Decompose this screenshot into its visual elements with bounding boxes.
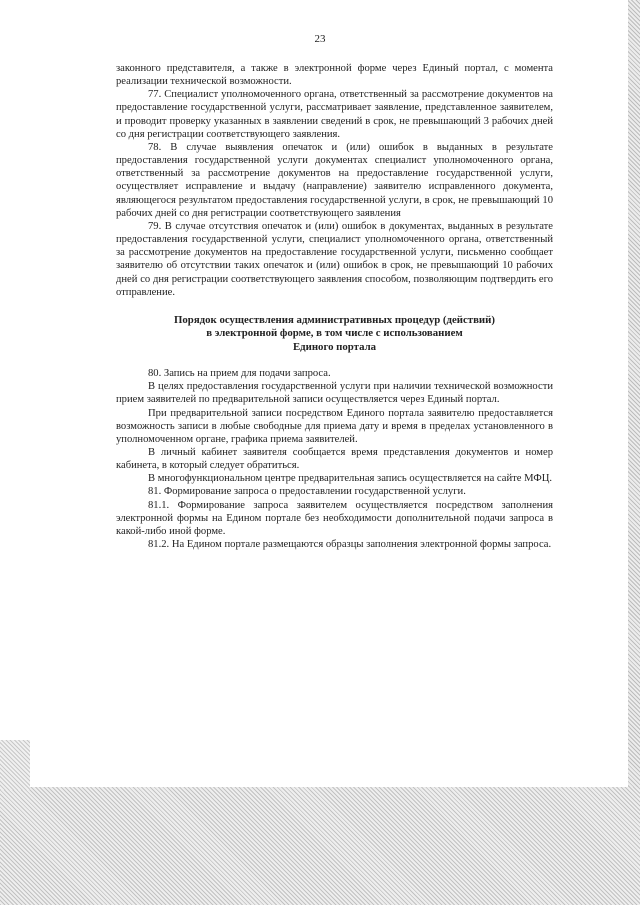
document-body — [116, 62, 553, 551]
paragraph: При предварительной записи посредством Единого портала заявителю предоставляется возможность записи в любые свободные для приема дату и время в пределах установленного в уполномоченном органе, графика приема заявителей. — [116, 407, 553, 445]
scan-edge-right — [628, 0, 640, 905]
paragraph-80: 80. Запись на прием для подачи запроса. — [148, 368, 331, 380]
paragraph-81-2: 81.2. На Едином портале размещаются образцы заполнения электронной формы запроса. — [148, 539, 552, 551]
section-heading-line: в электронной форме, в том числе с использованием — [206, 327, 463, 340]
paragraph-81-1: 81.1. Формирование запроса заявителем осуществляется посредством заполнения электронной формы на Едином портале без необходимости дополнительной подачи запроса в какой-либо иной форме. — [116, 499, 553, 537]
section-heading-line: Порядок осуществления административных процедур (действий) — [174, 313, 495, 326]
paragraph: законного представителя, а также в электронной форме через Единый портал, с момента реализации технической возможности. — [116, 63, 553, 88]
scan-edge-bottom — [0, 787, 640, 905]
paragraph: В многофункциональном центре предварительная запись осуществляется на сайте МФЦ. — [148, 473, 553, 485]
paragraph-81: 81. Формирование запроса о предоставлении государственной услуги. — [148, 486, 466, 498]
section-heading-line: Единого портала — [292, 340, 377, 353]
scan-edge-left — [0, 740, 30, 790]
paragraph: В целях предоставления государственной услуги при наличии технической возможности прием заявителей по предварительной записи осуществляется через Единый портал. — [116, 381, 553, 406]
paragraph-78: 78. В случае выявления опечаток и (или) ошибок в выданных в результате предоставления государственной услуги документах специалист уполномоченного органа, ответственный за рассмотрение документов на предоставление государственной услуги, осуществляет исправление и выдачу (направление) заявителю исправленного документа, являющегося результатом предоставления государственной услуги, в срок, не превышающий 10 рабочих дней со дня регистрации соответствующего заявления — [116, 141, 553, 219]
paragraph-79: 79. В случае отсутствия опечаток и (или) ошибок в документах, выданных в результате предоставления государственной услуги, специалист уполномоченного органа, ответственный за рассмотрение документов на предоставление государственной услуги, письменно сообщает заявителю об отсутствии таких опечаток и (или) ошибок в срок, не превышающий 10 рабочих дней со дня регистрации соответствующего заявления способом, позволяющим подтвердить его отправление. — [116, 220, 553, 298]
page-number: 23 — [314, 33, 326, 45]
paragraph: В личный кабинет заявителя сообщается время представления документов и номер кабинета, в который следует обратиться. — [116, 446, 553, 472]
paragraph-77: 77. Специалист уполномоченного органа, ответственный за рассмотрение документов на предоставление государственной услуги, рассматривает заявление, представленное заявителем, и проводит проверку указанных в заявлении сведений в срок, не превышающий 3 рабочих дней со дня регистрации соответствующего заявления. — [116, 89, 553, 140]
section-heading — [116, 314, 553, 354]
